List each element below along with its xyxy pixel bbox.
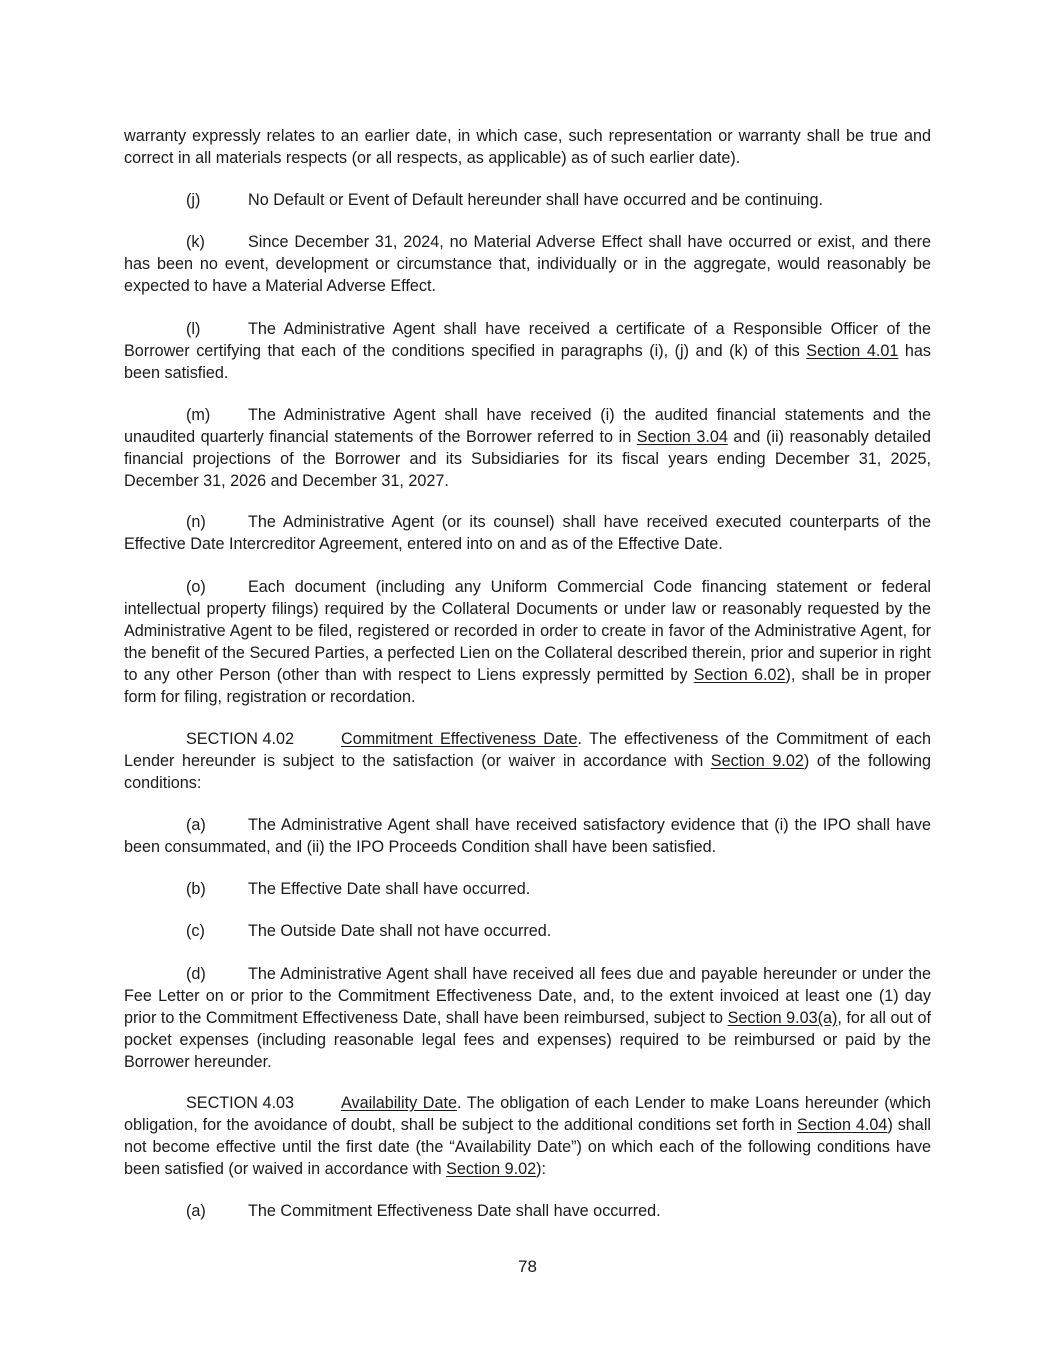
paragraph-text: . The effectiveness of the Commitment of each Lender hereunder is subject to the satisfaction (or waiver in accordance with	[124, 730, 931, 770]
paragraph-text: The Commitment Effectiveness Date shall have occurred.	[248, 1202, 661, 1220]
paragraph-4-02-a	[124, 814, 931, 858]
paragraph-text: The Administrative Agent shall have received (i) the audited financial statements and the unaudited quarterly financial statements of the Borrower referred to in	[124, 406, 931, 446]
paragraph-text: The Effective Date shall have occurred.	[248, 880, 531, 898]
section-number: SECTION 4.02	[186, 730, 294, 748]
paragraph-text: The Outside Date shall not have occurred.	[248, 922, 552, 940]
paragraph-text: , for all out of pocket expenses (including reasonable legal fees and expenses) required to be reimbursed or paid by the Borrower hereunder.	[124, 1009, 931, 1071]
section-reference-link: Section 9.02	[710, 752, 804, 770]
paragraph-text: The Administrative Agent shall have received satisfactory evidence that (i) the IPO shall have been consummated, and (ii) the IPO Proceeds Condition shall have been satisfied.	[124, 816, 931, 856]
paragraph-text: No Default or Event of Default hereunder shall have occurred and be continuing.	[248, 191, 824, 209]
paragraph-label: (n)	[186, 513, 206, 531]
paragraph-label: (a)	[186, 1202, 206, 1220]
section-title: Commitment Effectiveness Date	[341, 730, 578, 748]
section-4-03	[124, 1092, 931, 1180]
paragraph-text: The Administrative Agent shall have received a certificate of a Responsible Officer of the Borrower certifying that each of the conditions specified in paragraphs (i), (j) and (k) of this	[124, 320, 931, 360]
paragraph-label: (k)	[186, 233, 205, 251]
paragraph-label: (o)	[186, 578, 206, 596]
section-reference-link: Section 3.04	[636, 428, 728, 446]
page-number: 78	[518, 1257, 537, 1276]
paragraph-4-03-a	[124, 1200, 931, 1222]
paragraph-o	[124, 576, 931, 708]
paragraph-label: (m)	[186, 406, 211, 424]
paragraph-label: (a)	[186, 816, 206, 834]
section-reference-link: Section 6.02	[693, 666, 786, 684]
paragraph-label: (l)	[186, 320, 201, 338]
paragraph-label: (j)	[186, 191, 201, 209]
paragraph-text: and (ii) reasonably detailed financial projections of the Borrower and its Subsidiaries for its fiscal years ending December 31, 2025, December 31, 2026 and December 31, 2027.	[124, 428, 932, 490]
paragraph-label: (b)	[186, 880, 206, 898]
paragraph-text: ) shall not become effective until the first date (the “Availability Date”) on which each of the following conditions have been satisfied (or waived in accordance with	[124, 1116, 932, 1178]
paragraph-text: Each document (including any Uniform Commercial Code financing statement or federal intellectual property filings) required by the Collateral Documents or under law or reasonably requested by the Administrative Agent to be filed, registered or recorded in order to create in favor of the Administrative Agent, for the benefit of the Secured Parties, a perfected Lien on the Collateral described therein, prior and superior in right to any other Person (other than with respect to Liens expressly permitted by	[124, 578, 931, 684]
paragraph-text: ), shall be in proper form for filing, registration or recordation.	[124, 666, 932, 706]
section-number: SECTION 4.03	[186, 1094, 294, 1112]
section-reference-link: Section 4.01	[806, 342, 899, 360]
paragraph-text: The Administrative Agent (or its counsel) shall have received executed counterparts of the Effective Date Intercreditor Agreement, entered into on and as of the Effective Date.	[124, 513, 931, 553]
paragraph-text: The Administrative Agent shall have received all fees due and payable hereunder or under the Fee Letter on or prior to the Commitment Effectiveness Date, and, to the extent invoiced at least one (1) day prior to the Commitment Effectiveness Date, shall have been reimbursed, subject to	[124, 965, 931, 1027]
paragraph-4-02-d	[124, 963, 931, 1073]
paragraph-text: . The obligation of each Lender to make Loans hereunder (which obligation, for the avoidance of doubt, shall be subject to the additional conditions set forth in	[124, 1094, 931, 1134]
paragraph-text: ) of the following conditions:	[124, 752, 932, 792]
section-reference-link: Section 9.03(a)	[727, 1009, 838, 1027]
section-4-02	[124, 728, 931, 794]
paragraph-text: warranty expressly relates to an earlier date, in which case, such representation or warranty shall be true and correct in all materials respects (or all respects, as applicable) as of such earlier date).	[124, 127, 931, 167]
section-title: Availability Date	[341, 1094, 457, 1112]
paragraph-text: Since December 31, 2024, no Material Adverse Effect shall have occurred or exist, and there has been no event, development or circumstance that, individually or in the aggregate, would reasonably be expected to have a Material Adverse Effect.	[124, 233, 931, 295]
paragraph-4-02-c	[124, 920, 931, 942]
paragraph-continuation	[124, 125, 931, 169]
paragraph-m	[124, 404, 931, 492]
paragraph-n	[124, 511, 931, 555]
paragraph-4-02-b	[124, 878, 931, 900]
paragraph-label: (c)	[186, 922, 205, 940]
paragraph-text: has been satisfied.	[124, 342, 931, 382]
paragraph-l	[124, 318, 931, 384]
section-reference-link: Section 9.02	[446, 1160, 537, 1178]
section-reference-link: Section 4.04	[797, 1116, 888, 1134]
paragraph-text: ):	[536, 1160, 547, 1178]
paragraph-k	[124, 231, 931, 297]
paragraph-label: (d)	[186, 965, 206, 983]
paragraph-j	[124, 189, 931, 211]
